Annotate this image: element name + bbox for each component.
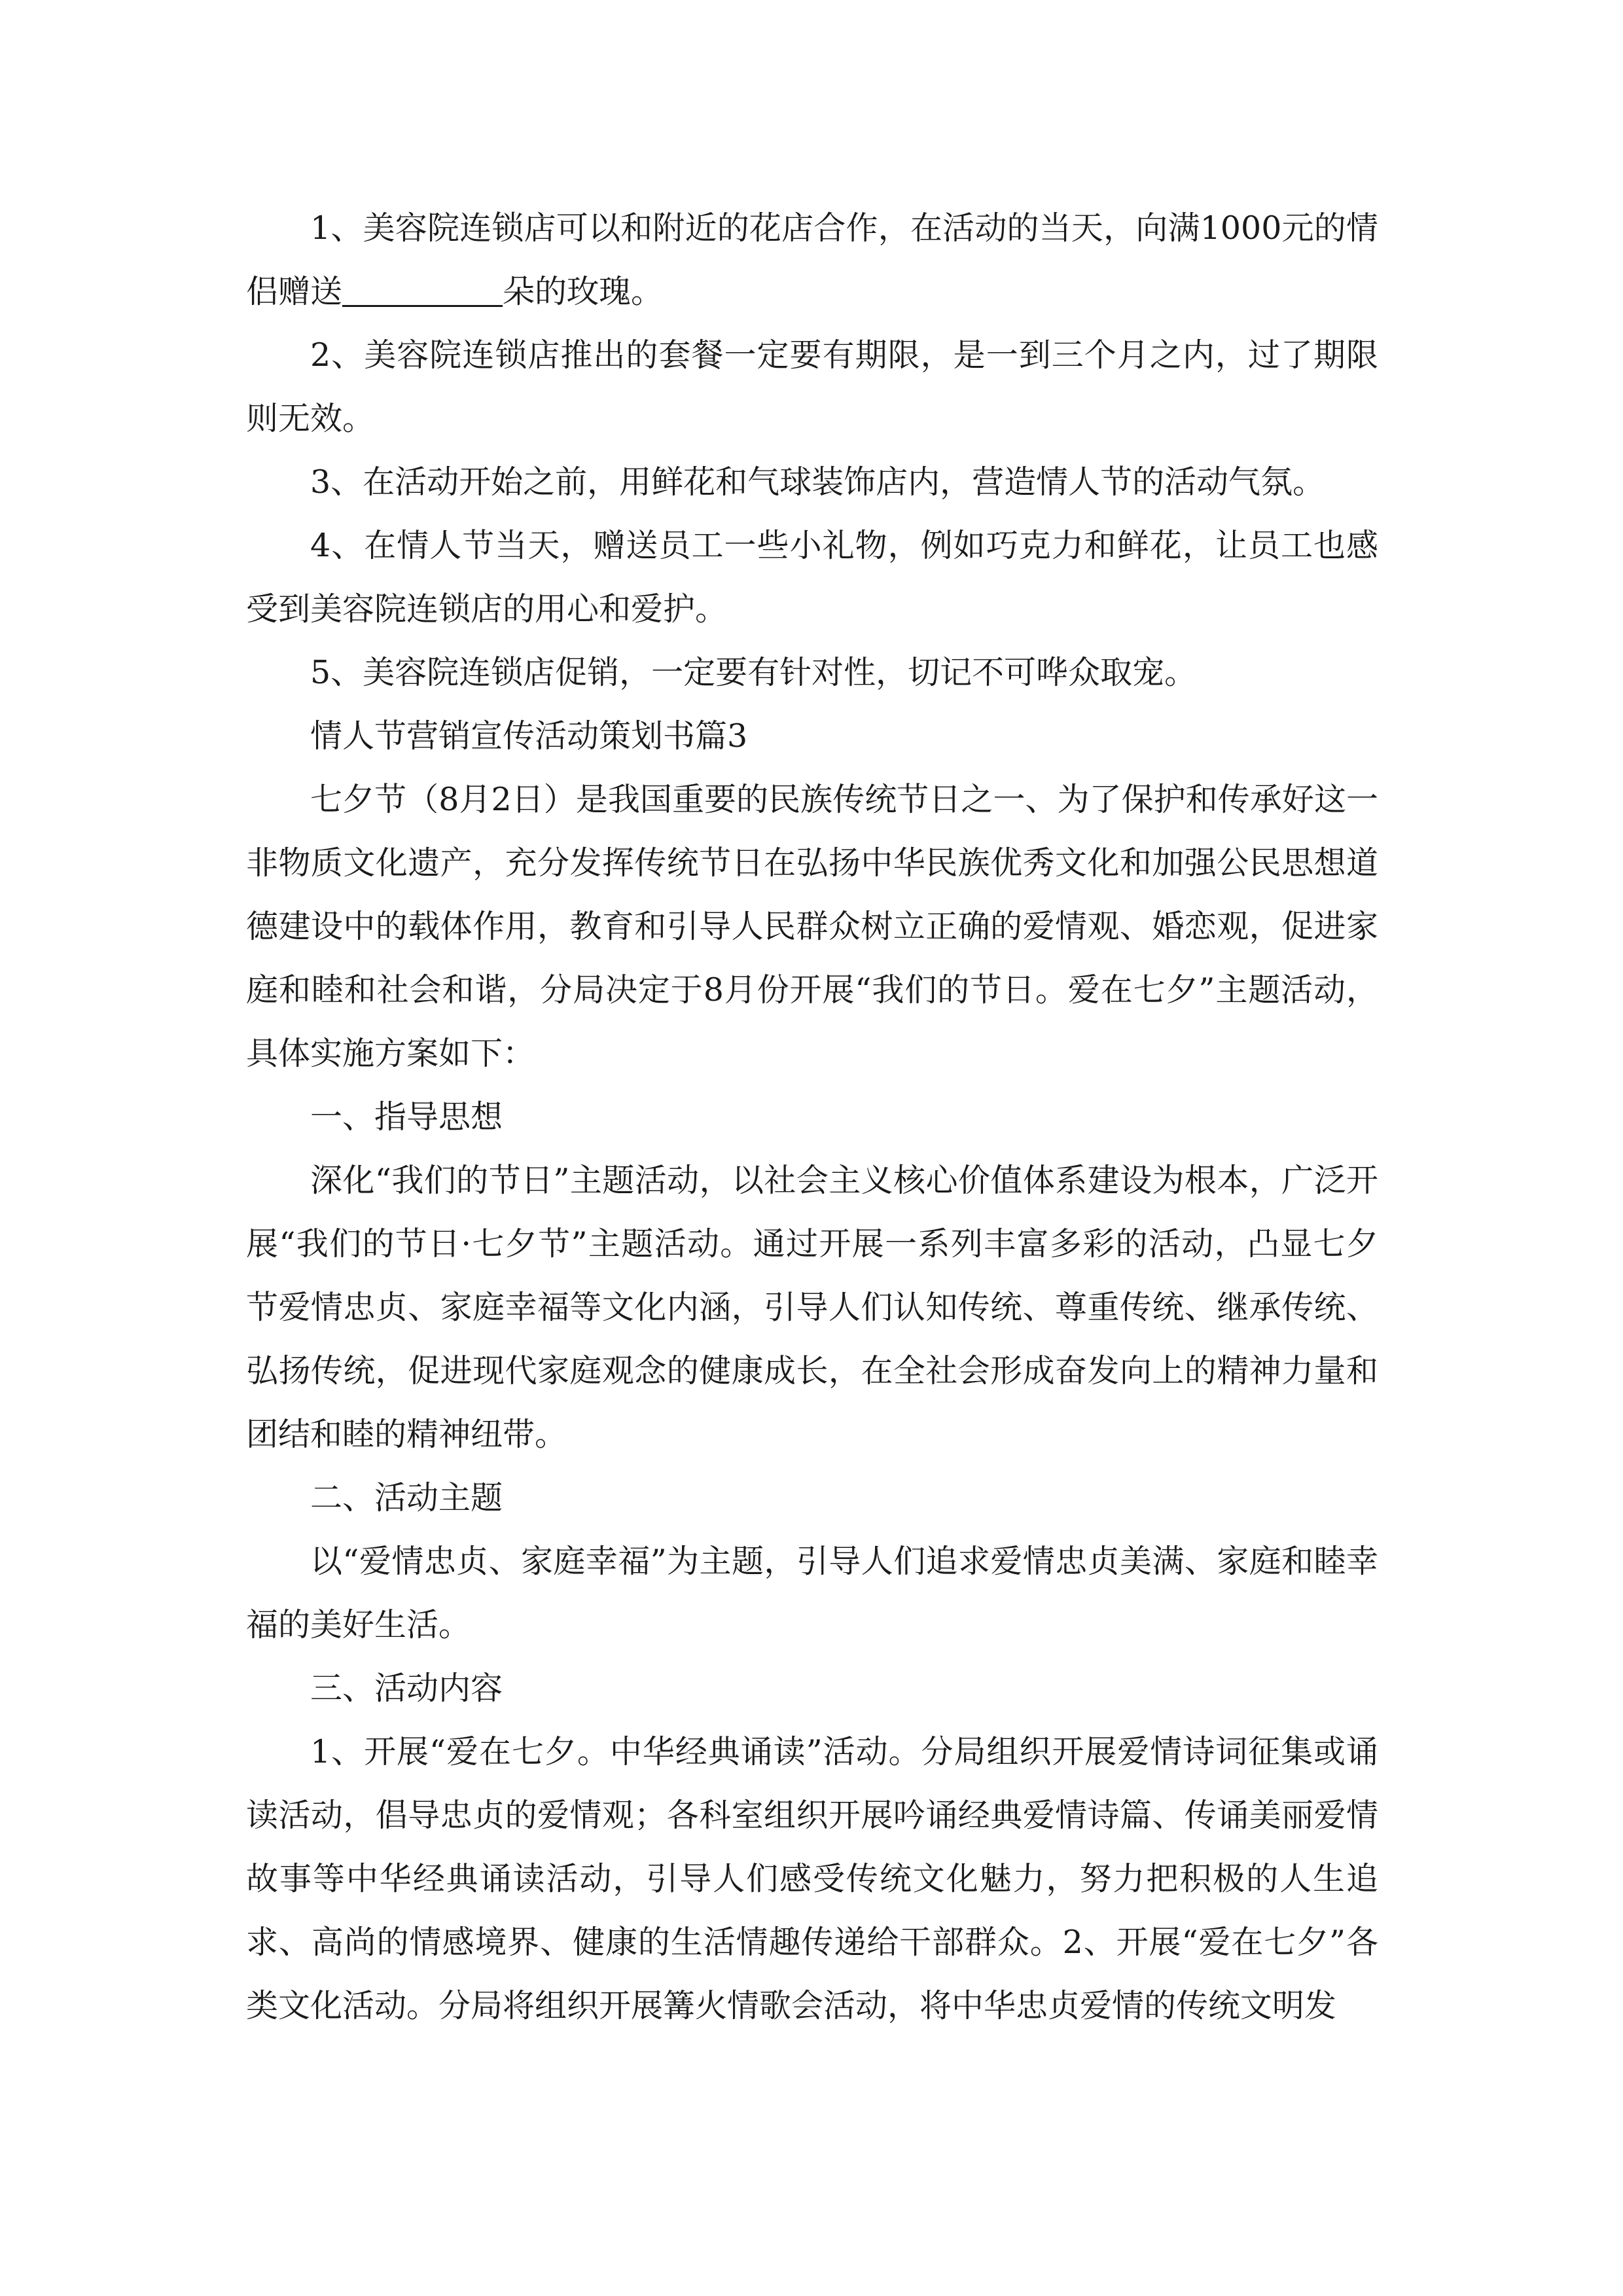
list-item-1-text: 1、美容院连锁店可以和附近的花店合作，在活动的当天，向满1000元的情侣赠送 [246, 209, 1378, 310]
section-title: 情人节营销宣传活动策划书篇3 [310, 717, 748, 755]
fill-in-blank: ＿＿＿ [342, 279, 503, 307]
intro-paragraph: 七夕节（8月2日）是我国重要的民族传统节日之一、为了保护和传承好这一非物质文化遗产，充分发挥传统节日在弘扬中华民族优秀文化和加强公民思想道德建设中的载体作用，教育和引导人民群众树立正确的爱情观、婚恋观，促进家庭和睦和社会和谐，分局决定于8月份开展“我们的节日。爱在七夕”主题活动，具体实施方案如下： [246, 781, 1378, 1072]
heading-guiding-thought: 一、指导思想 [310, 1098, 503, 1136]
heading-activity-content: 三、活动内容 [310, 1670, 503, 1707]
guiding-thought-paragraph: 深化“我们的节日”主题活动，以社会主义核心价值体系建设为根本，广泛开展“我们的节日·七夕节”主题活动。通过开展一系列丰富多彩的活动，凸显七夕节爱情忠贞、家庭幸福等文化内涵，引导人们认知传统、尊重传统、继承传统、弘扬传统，促进现代家庭观念的健康成长，在全社会形成奋发向上的精神力量和团结和睦的精神纽带。 [246, 1162, 1378, 1453]
list-item-3: 3、在活动开始之前，用鲜花和气球装饰店内，营造情人节的活动气氛。 [310, 463, 1325, 501]
activity-theme-paragraph: 以“爱情忠贞、家庭幸福”为主题，引导人们追求爱情忠贞美满、家庭和睦幸福的美好生活。 [246, 1543, 1378, 1643]
heading-activity-theme: 二、活动主题 [310, 1479, 503, 1516]
list-item-1-text-end: 朵的玫瑰。 [503, 273, 664, 310]
list-item-2: 2、美容院连锁店推出的套餐一定要有期限，是一到三个月之内，过了期限则无效。 [246, 336, 1378, 437]
list-item-1 [246, 196, 1378, 323]
document-page [246, 196, 1378, 2037]
list-item-4: 4、在情人节当天，赠送员工一些小礼物，例如巧克力和鲜花，让员工也感受到美容院连锁店的用心和爱护。 [246, 527, 1378, 628]
list-item-5: 5、美容院连锁店促销，一定要有针对性，切记不可哗众取宠。 [310, 654, 1197, 691]
activity-content-paragraph: 1、开展“爱在七夕。中华经典诵读”活动。分局组织开展爱情诗词征集或诵读活动，倡导忠贞的爱情观；各科室组织开展吟诵经典爱情诗篇、传诵美丽爱情故事等中华经典诵读活动，引导人们感受传统文化魅力，努力把积极的人生追求、高尚的情感境界、健康的生活情趣传递给干部群众。2、开展“爱在七夕”各类文化活动。分局将组织开展篝火情歌会活动，将中华忠贞爱情的传统文明发 [246, 1733, 1378, 2024]
